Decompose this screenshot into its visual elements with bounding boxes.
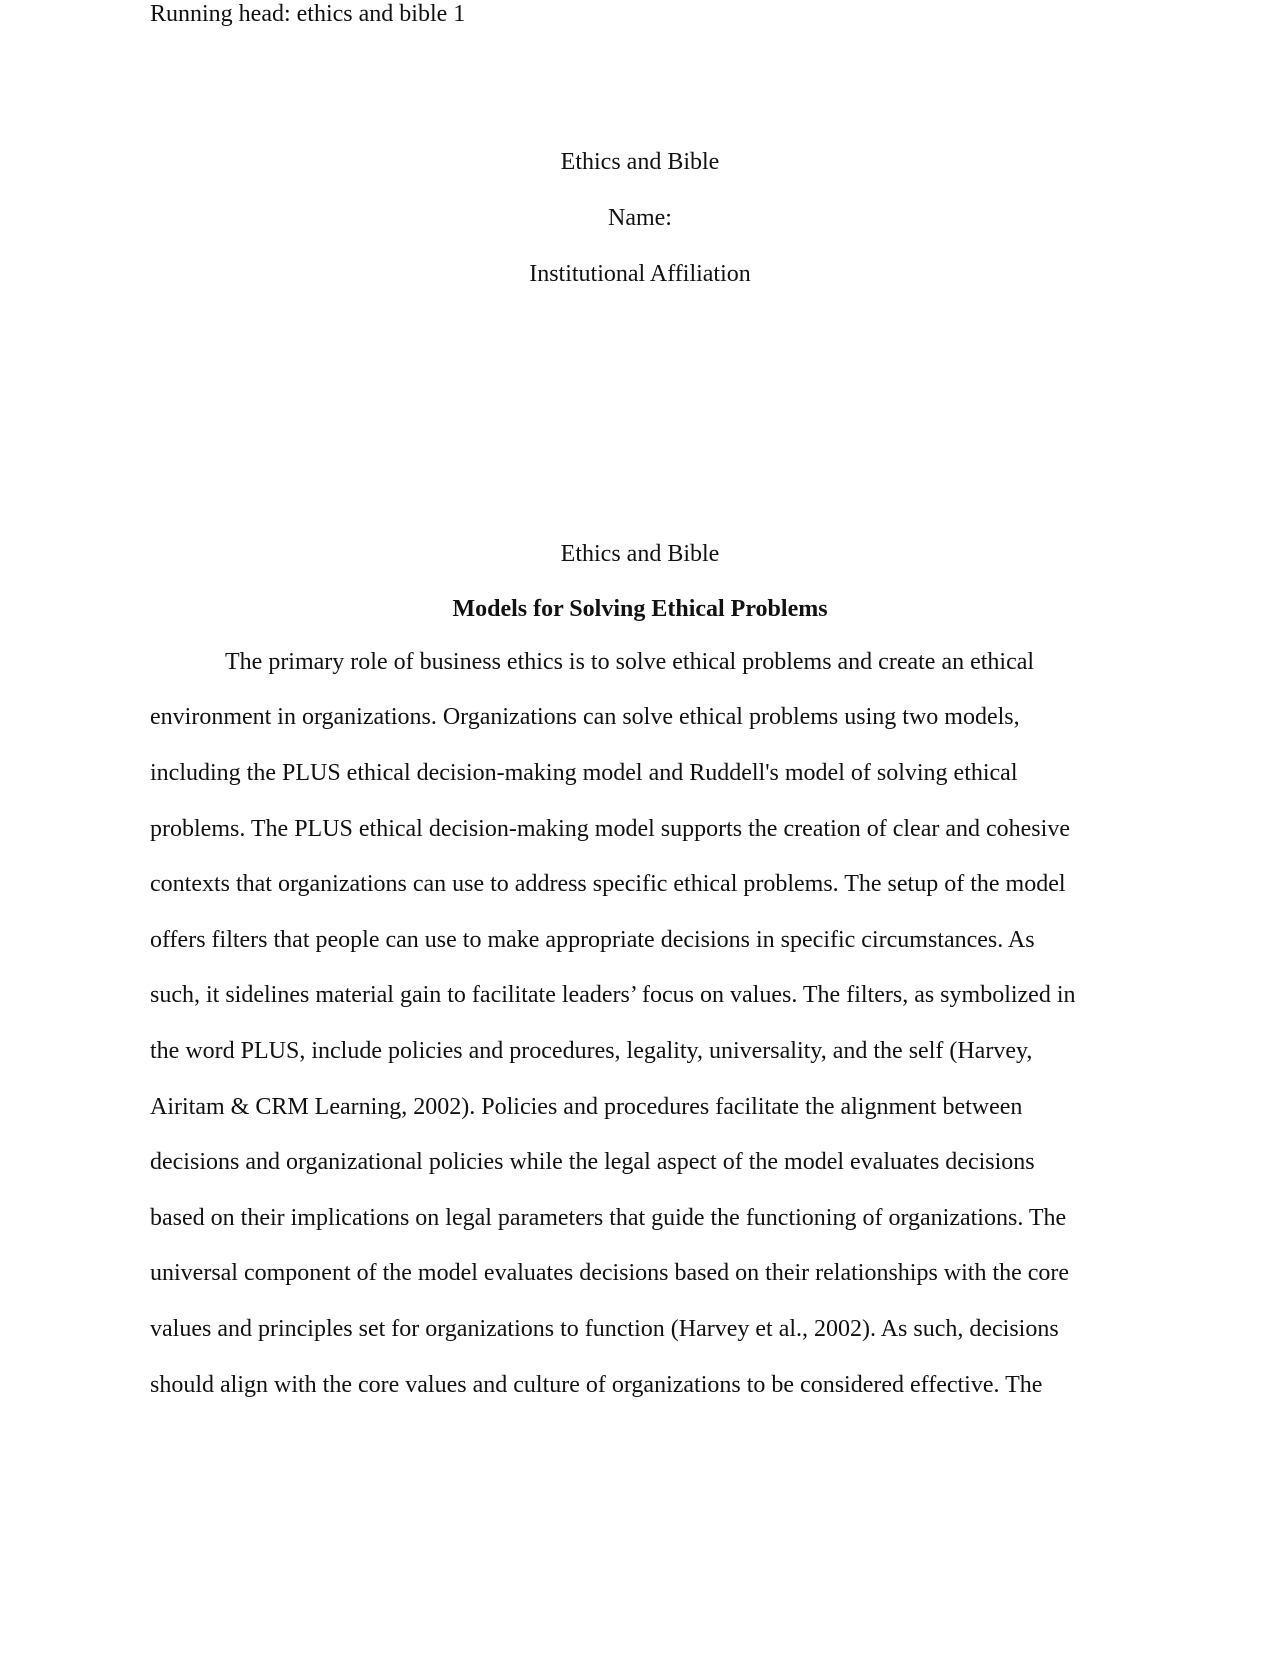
section-title: Ethics and Bible [560, 541, 720, 567]
body-line: offers filters that people can use to make appropriate decisions in specific circumstances. As [150, 927, 1035, 953]
body-line: The primary role of business ethics is to solve ethical problems and create an ethical [225, 649, 1035, 675]
author-name-label: Name: [608, 205, 672, 231]
running-head: Running head: ethics and bible 1 [150, 1, 466, 27]
body-line: including the PLUS ethical decision-making model and Ruddell's model of solving ethical [150, 760, 1018, 786]
section-heading: Models for Solving Ethical Problems [452, 596, 828, 622]
body-line: Airitam & CRM Learning, 2002). Policies and procedures facilitate the alignment between [150, 1094, 1023, 1120]
body-line: environment in organizations. Organizations can solve ethical problems using two models, [150, 704, 1020, 730]
body-line: contexts that organizations can use to address specific ethical problems. The setup of the model [150, 871, 1066, 897]
institutional-affiliation: Institutional Affiliation [529, 261, 751, 287]
body-line: should align with the core values and culture of organizations to be considered effective. The [150, 1372, 1043, 1398]
body-line: such, it sidelines material gain to facilitate leaders’ focus on values. The filters, as symbolized in [150, 982, 1076, 1008]
paper-title: Ethics and Bible [560, 149, 720, 175]
body-line: based on their implications on legal parameters that guide the functioning of organizations. The [150, 1205, 1067, 1231]
body-line: decisions and organizational policies while the legal aspect of the model evaluates decisions [150, 1149, 1035, 1175]
body-line: the word PLUS, include policies and procedures, legality, universality, and the self (Harvey, [150, 1038, 1033, 1064]
body-line: universal component of the model evaluates decisions based on their relationships with the core [150, 1260, 1070, 1286]
body-line: values and principles set for organizations to function (Harvey et al., 2002). As such, decisions [150, 1316, 1059, 1342]
body-line: problems. The PLUS ethical decision-making model supports the creation of clear and cohesive [150, 816, 1070, 842]
